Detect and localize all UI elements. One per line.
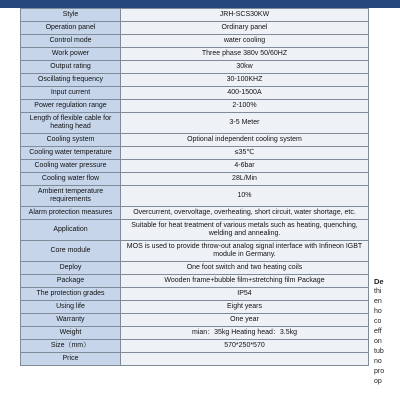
side-line: en xyxy=(374,298,382,305)
row-value: IP54 xyxy=(121,288,369,301)
row-label: Ambient temperature requirements xyxy=(21,186,121,207)
row-label: Power regulation range xyxy=(21,100,121,113)
header-strip xyxy=(0,0,400,8)
side-line: no xyxy=(374,358,382,365)
table-row xyxy=(21,87,369,100)
row-label: Size（mm） xyxy=(21,340,121,353)
table-row xyxy=(21,113,369,134)
table-row xyxy=(21,241,369,262)
side-line: ho xyxy=(374,308,382,315)
row-label: Cooling water pressure xyxy=(21,160,121,173)
row-label: Cooling water flow xyxy=(21,173,121,186)
table-row xyxy=(21,186,369,207)
row-label: Using life xyxy=(21,301,121,314)
row-label: Style xyxy=(21,9,121,22)
row-label: Operation panel xyxy=(21,22,121,35)
table-row xyxy=(21,160,369,173)
spec-table xyxy=(20,8,369,366)
side-line: op xyxy=(374,378,382,385)
row-value: MOS is used to provide throw-out analog signal interface with Infineon IGBT module in Germany. xyxy=(121,241,369,262)
table-row xyxy=(21,327,369,340)
side-line: pro xyxy=(374,368,385,375)
row-value: 3-5 Meter xyxy=(121,113,369,134)
side-description xyxy=(374,277,400,387)
row-label: Package xyxy=(21,275,121,288)
table-row xyxy=(21,61,369,74)
table-row xyxy=(21,301,369,314)
row-label: Application xyxy=(21,220,121,241)
row-value: 2-100% xyxy=(121,100,369,113)
row-label: Alarm protection measures xyxy=(21,207,121,220)
table-row xyxy=(21,74,369,87)
row-value: One foot switch and two heating coils xyxy=(121,262,369,275)
table-row xyxy=(21,22,369,35)
side-line: thi xyxy=(374,288,382,295)
table-row xyxy=(21,48,369,61)
row-label: Work power xyxy=(21,48,121,61)
row-value: Ordinary panel xyxy=(121,22,369,35)
table-row xyxy=(21,262,369,275)
table-row xyxy=(21,207,369,220)
table-row xyxy=(21,173,369,186)
table-row xyxy=(21,134,369,147)
table-row xyxy=(21,9,369,22)
table-row xyxy=(21,314,369,327)
row-value: water cooling xyxy=(121,35,369,48)
row-label: Cooling system xyxy=(21,134,121,147)
row-value: Three phase 380v 50/60HZ xyxy=(121,48,369,61)
row-value: mian：35kg Heating head：3.5kg xyxy=(121,327,369,340)
table-row xyxy=(21,340,369,353)
row-label: Output rating xyxy=(21,61,121,74)
row-label: Length of flexible cable for heating head xyxy=(21,113,121,134)
row-label: Price xyxy=(21,353,121,366)
row-value: Suitable for heat treatment of various metals such as heating, quenching, welding and annealing. xyxy=(121,220,369,241)
row-label: Control mode xyxy=(21,35,121,48)
table-row xyxy=(21,147,369,160)
side-heading: De xyxy=(374,277,384,286)
side-line: on xyxy=(374,338,382,345)
row-value: One year xyxy=(121,314,369,327)
row-value: 28L/Min xyxy=(121,173,369,186)
row-label: The protection grades xyxy=(21,288,121,301)
row-value: ≤35℃ xyxy=(121,147,369,160)
row-value: Eight years xyxy=(121,301,369,314)
table-row xyxy=(21,275,369,288)
row-value xyxy=(121,353,369,366)
table-row xyxy=(21,288,369,301)
row-value: JRH-SCS30KW xyxy=(121,9,369,22)
row-label: Core module xyxy=(21,241,121,262)
row-value: 10% xyxy=(121,186,369,207)
table-row xyxy=(21,35,369,48)
row-value: 30kw xyxy=(121,61,369,74)
row-value: 4-6bar xyxy=(121,160,369,173)
table-row xyxy=(21,353,369,366)
table-row xyxy=(21,220,369,241)
side-line: co xyxy=(374,318,382,325)
row-value: 400-1500A xyxy=(121,87,369,100)
row-label: Input current xyxy=(21,87,121,100)
row-label: Weight xyxy=(21,327,121,340)
row-value: Wooden frame+bubble film+stretching film Package xyxy=(121,275,369,288)
table-row xyxy=(21,100,369,113)
row-label: Cooling water temperature xyxy=(21,147,121,160)
row-label: Warranty xyxy=(21,314,121,327)
row-value: 570*250*570 xyxy=(121,340,369,353)
row-label: Oscillating frequency xyxy=(21,74,121,87)
row-label: Deploy xyxy=(21,262,121,275)
side-line: tub xyxy=(374,348,384,355)
row-value: 30-100KHZ xyxy=(121,74,369,87)
row-value: Overcurrent, overvoltage, overheating, short circuit, water shortage, etc. xyxy=(121,207,369,220)
row-value: Optional independent cooling system xyxy=(121,134,369,147)
side-line: eff xyxy=(374,328,382,335)
